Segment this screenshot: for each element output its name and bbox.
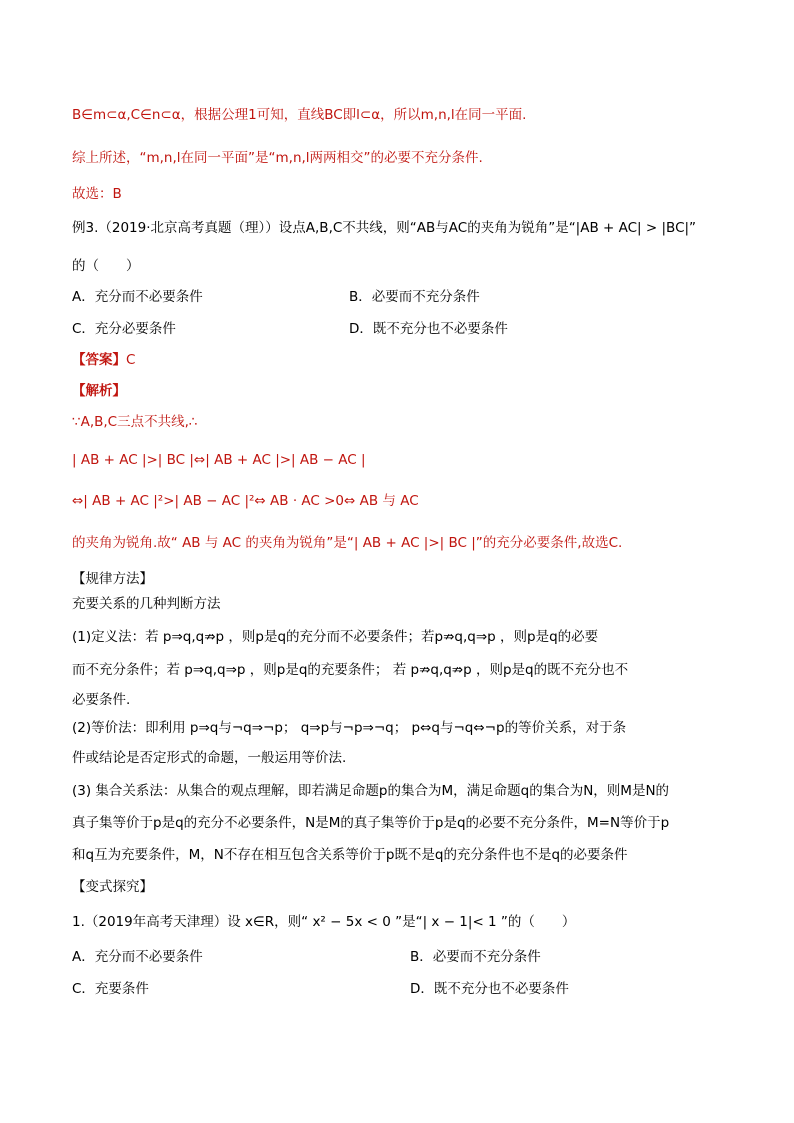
variant-question-1: 1.（2019年高考天津理）设 x∈R，则“ x² − 5x < 0 ”是“| x − 1|< 1 ”的（ ） [72,914,576,930]
answer-row [72,350,135,370]
solution-step-2: | AB + AC |>| BC |⇔| AB + AC |>| AB − AC | [72,452,366,468]
example3-option-c: C．充分必要条件 [72,321,176,337]
example3-question-line2: 的（ ） [72,258,140,274]
example3-option-d: D．既不充分也不必要条件 [349,321,508,337]
rule-heading: 【规律方法】 [72,571,153,587]
set-method-line3: 和q互为充要条件，M，N不存在相互包含关系等价于p既不是q的充分条件也不是q的必要条件 [72,847,628,863]
equivalence-method-line2: 件或结论是否定形式的命题，一般运用等价法. [72,750,347,766]
definition-method-line1: (1)定义法：若 p⇒q,q⇏p ，则p是q的充分而不必要条件；若p⇏q,q⇒p ，则p是q的必要 [72,629,599,645]
proof-line-collinear: B∈m⊂α,C∈n⊂α，根据公理1可知，直线BC即l⊂α，所以m,n,l在同一平面. [72,107,527,123]
example3-option-a: A．充分而不必要条件 [72,289,203,305]
rule-title: 充要关系的几种判断方法 [72,596,221,612]
solution-step-3: ⇔| AB + AC |²>| AB − AC |²⇔ AB · AC >0⇔ AB 与 AC [72,493,419,509]
solution-step-4: 的夹角为锐角.故“ AB 与 AC 的夹角为锐角”是“| AB + AC |>| BC |”的充分必要条件,故选C. [72,535,623,551]
set-method-line1: (3) 集合关系法：从集合的观点理解，即若满足命题p的集合为M，满足命题q的集合为N，则M是N的 [72,783,670,799]
example3-question-line1: 例3.（2019·北京高考真题（理））设点A,B,C不共线，则“AB与AC的夹角为锐角”是“|AB + AC| > |BC|” [72,220,697,236]
example3-option-b: B．必要而不充分条件 [349,289,480,305]
answer-label: 【答案】 [72,352,126,368]
variant-option-d: D．既不充分也不必要条件 [410,981,569,997]
variant-option-b: B．必要而不充分条件 [410,949,541,965]
solution-step-1: ∵A,B,C三点不共线,∴ [72,414,198,430]
set-method-line2: 真子集等价于p是q的充分不必要条件，N是M的真子集等价于p是q的必要不充分条件，M=N等价于p [72,815,670,831]
variant-option-c: C．充要条件 [72,981,149,997]
proof-conclusion: 综上所述，“m,n,l在同一平面”是“m,n,l两两相交”的必要不充分条件. [72,150,483,166]
solution-label: 【解析】 [72,383,126,399]
definition-method-line3: 必要条件. [72,692,131,708]
variant-heading: 【变式探究】 [72,879,153,895]
answer-value: C [126,352,136,368]
equivalence-method-line1: (2)等价法：即利用 p⇒q与¬q⇒¬p； q⇒p与¬p⇒¬q； p⇔q与¬q⇔¬p的等价关系，对于条 [72,720,627,736]
variant-option-a: A．充分而不必要条件 [72,949,203,965]
answer-choice-b: 故选：B [72,186,122,202]
definition-method-line2: 而不充分条件；若 p⇒q,q⇒p ，则p是q的充要条件； 若 p⇏q,q⇏p ，则p是q的既不充分也不 [72,662,629,678]
